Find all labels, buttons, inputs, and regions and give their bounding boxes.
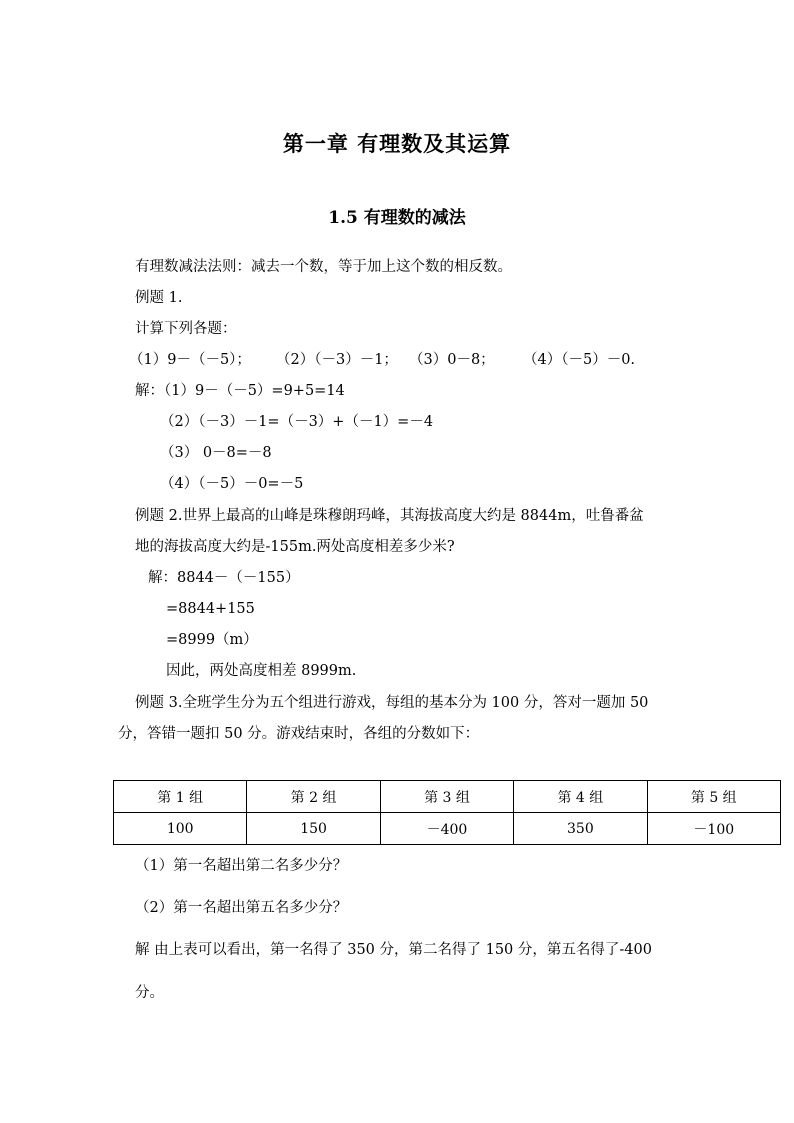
table-header-row (114, 781, 781, 813)
solution-2: （2）（－3）－1=（－3）+（－1）=－4 (160, 414, 434, 430)
problem-1: （1）9－（－5）； (129, 352, 251, 368)
example1-prompt: 计算下列各题： (135, 321, 237, 337)
example2-solution-3: =8999（m） (166, 632, 258, 648)
example2-solution-2: =8844+155 (166, 601, 255, 617)
example2-conclusion: 因此，两处高度相差 8999m. (166, 663, 357, 679)
example3-text-line1: 例题 3.全班学生分为五个组进行游戏，每组的基本分为 100 分，答对一题加 50 (135, 695, 649, 711)
problem-3: （3）0－8； (409, 352, 495, 368)
table-cell: 150 (247, 813, 380, 845)
table-header-cell: 第 3 组 (380, 781, 513, 813)
subtraction-rule: 有理数减法法则：减去一个数，等于加上这个数的相反数。 (135, 259, 512, 275)
example3-solution-line1: 解 由上表可以看出，第一名得了 350 分，第二名得了 150 分，第五名得了-400 (135, 942, 652, 958)
chapter-title: 第一章 有理数及其运算 (282, 131, 512, 156)
solution-4: （4）（－5）－0=－5 (160, 476, 304, 492)
table-header-cell: 第 2 组 (247, 781, 380, 813)
table-row (114, 813, 781, 845)
table-cell: 100 (114, 813, 247, 845)
table-header-cell: 第 5 组 (647, 781, 780, 813)
table-cell: 350 (514, 813, 647, 845)
table-cell: －400 (380, 813, 513, 845)
example3-text-line2: 分，答错一题扣 50 分。游戏结束时，各组的分数如下： (118, 726, 480, 742)
question-1: （1）第一名超出第二名多少分？ (135, 858, 348, 874)
table-header-cell: 第 4 组 (514, 781, 647, 813)
section-title: 1.5 有理数的减法 (328, 208, 466, 228)
example3-solution-line2: 分。 (135, 985, 164, 1001)
table-cell: －100 (647, 813, 780, 845)
example2-text-line2: 地的海拔高度大约是-155m.两处高度相差多少米? (135, 539, 455, 555)
scores-table (113, 780, 781, 845)
example1-label: 例题 1. (135, 290, 183, 306)
solution-3: （3） 0－8=－8 (160, 445, 272, 461)
solution-1: 解：（1）9－（－5）=9+5=14 (135, 383, 345, 399)
example2-solution-1: 解：8844－（－155） (148, 570, 300, 586)
problem-4: （4）（－5）－0. (523, 352, 636, 368)
example2-text-line1: 例题 2.世界上最高的山峰是珠穆朗玛峰，其海拔高度大约是 8844m，吐鲁番盆 (135, 508, 644, 524)
table-header-cell: 第 1 组 (114, 781, 247, 813)
problem-2: （2）（－3）－1； (276, 352, 398, 368)
question-2: （2）第一名超出第五名多少分？ (135, 900, 348, 916)
